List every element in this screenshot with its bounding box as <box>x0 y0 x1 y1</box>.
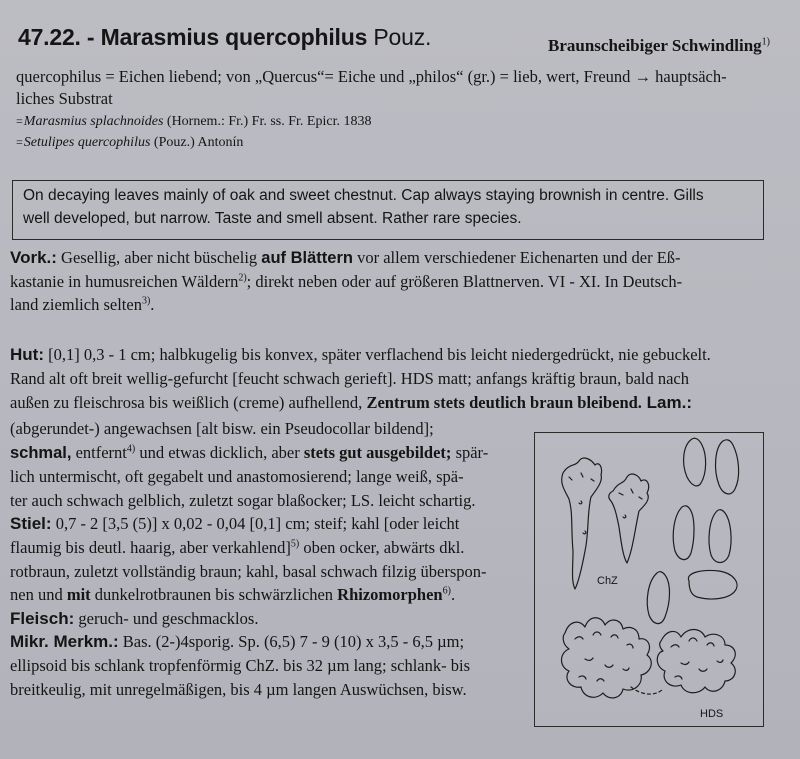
spore-drawing <box>709 510 731 563</box>
spore-drawing <box>716 440 739 494</box>
cap-section: Hut: [0,1] 0,3 - 1 cm; halbkugelig bis konvex, später verflachend bis leicht niedergedrückt, nie gebuckelt. Rand alt oft breit wellig-gefurcht [feucht schwach gerieft]. HDS matt; anfangs kräftig braun, bald nach außen zu fleischrosa bis weißlich (creme) aufhellend, Zentrum stets deutlich braun bleibend. Lam.: <box>10 345 711 412</box>
section-label: Hut: <box>10 345 44 364</box>
footnote-ref: 6) <box>442 585 451 597</box>
species-title <box>18 24 431 51</box>
pileipellis-drawing <box>562 618 652 698</box>
etymology-line: quercophilus = Eichen liebend; von „Quercus“= Eiche und „philos“ (gr.) = lieb, wert, Freund → hauptsäch- <box>16 67 727 86</box>
emphasis: Zentrum stets deutlich braun bleibend. <box>366 393 642 412</box>
species-author: Pouz. <box>373 24 432 50</box>
synonym-name: Setulipes quercophilus <box>23 135 151 150</box>
occurrence-section: Vork.: Gesellig, aber nicht büschelig auf Blättern vor allem verschiedener Eichenarten und der Eß- kastanie in humusreichen Wäldern$^{2)}$; direkt neben oder auf größeren Blattnerven. VI - XI. In Deutsch- land ziemlich selten$^{3)}$. <box>10 248 683 314</box>
emphasis: mit <box>66 585 91 605</box>
stem-line: rotbraun, zuletzt vollständig braun; kahl, basal schwach filzig überspon- <box>10 561 487 581</box>
footnote-ref: 2) <box>238 272 247 284</box>
synonym-name: Marasmius splachnoides <box>23 114 164 129</box>
spore-drawing <box>684 438 706 486</box>
cheilocystidium-drawing <box>562 458 602 589</box>
gills-line: (abgerundet-) angewachsen [alt bisw. ein Pseudocollar bildend]; <box>10 419 434 438</box>
spore-drawing <box>647 572 669 624</box>
synonym-item: =Setulipes quercophilus (Pouz.) Antonín <box>16 135 244 150</box>
micro-line: breitkeulig, mit unregelmäßigen, bis 4 µm langen Auswüchsen, bisw. <box>10 679 467 699</box>
footnote-ref: 3) <box>141 295 151 307</box>
cheilocystidium-drawing <box>609 474 649 563</box>
footnote-ref: 4) <box>126 443 136 455</box>
etymology <box>16 66 772 110</box>
summary-line: On decaying leaves mainly of oak and sweet chestnut. Cap always staying brownish in centre. Gills <box>23 187 704 204</box>
emphasis: auf Blättern <box>261 249 353 267</box>
footnote-ref: 5) <box>290 538 300 550</box>
emphasis: Rhizomorphen <box>337 585 443 605</box>
synonym-item: =Marasmius splachnoides (Hornem.: Fr.) Fr. ss. Fr. Epicr. 1838 <box>16 114 372 129</box>
species-name: Marasmius quercophilus <box>100 24 368 50</box>
section-label: Fleisch: <box>10 608 75 628</box>
microscopy-illustration <box>534 432 764 727</box>
section-label: Stiel: <box>10 514 52 534</box>
micro-line: ellipsoid bis schlank tropfenförmig ChZ. bis 32 µm lang; schlank- bis <box>10 655 470 675</box>
description-column: (abgerundet-) angewachsen [alt bisw. ein Pseudocollar bildend]; schmal, entfernt$^{4)}$ und etwas dicklich, aber stets gut ausgebildet; spär- lich untermischt, oft gegabelt und anastomosierend; lange weiß, spä- ter auch schwach gelblich, zuletzt sogar blaßocker; LS. leicht schartig. Stiel: 0,7 - 2 [3,5 (5)] x 0,02 - 0,04 [0,1] cm; steif; kahl [oder leicht flaumig bis deutl. haarig, aber verkahlend]$^{5)}$ oben ocker, abwärts dkl. rotbraun, zuletzt vollständig braun; kahl, basal schwach filzig überspon- nen und mit dunkelrotbraunen bis schwärzlichen Rhizomorphen$^{6)}$. Fleisch: geruch- und geschmacklos. Mikr. Merkm.: Bas. (2-)4sporig. Sp. (6,5) 7 - 9 (10) x 3,5 - 6,5 µm; ellipsoid bis schlank tropfenförmig ChZ. bis 32 µm lang; schlank- bis breitkeulig, mit unregelmäßigen, bis 4 µm langen Auswüchsen, bisw. <box>10 417 530 701</box>
section-label: Vork.: <box>10 248 57 267</box>
etymology-line: liches Substrat <box>16 89 113 108</box>
common-name: Braunscheibiger Schwindling$^{1)}$ <box>548 36 770 55</box>
spore-drawing <box>673 506 694 560</box>
microscopy-drawing <box>535 433 765 728</box>
synonym-list <box>16 111 716 153</box>
footnote-ref: 1) <box>761 36 770 48</box>
section-label: Lam.: <box>641 393 692 412</box>
species-number: 47.22. - <box>18 24 95 50</box>
english-summary-box <box>12 180 764 240</box>
gills-line: ter auch schwach gelblich, zuletzt sogar blaßocker; LS. leicht schartig. <box>10 490 476 510</box>
section-label: Mikr. Merkm.: <box>10 632 119 652</box>
pileipellis-label: HDS <box>700 708 724 720</box>
emphasis: stets gut ausgebildet; <box>303 442 452 462</box>
cheilocystidia-label: ChZ <box>597 575 618 587</box>
gills-line: lich untermischt, oft gegabelt und anastomosierend; lange weiß, spä- <box>10 467 464 487</box>
summary-line: well developed, but narrow. Taste and smell absent. Rather rare species. <box>23 210 522 227</box>
species-header <box>18 24 778 54</box>
emphasis: schmal, <box>10 443 72 462</box>
spore-drawing <box>688 570 737 599</box>
